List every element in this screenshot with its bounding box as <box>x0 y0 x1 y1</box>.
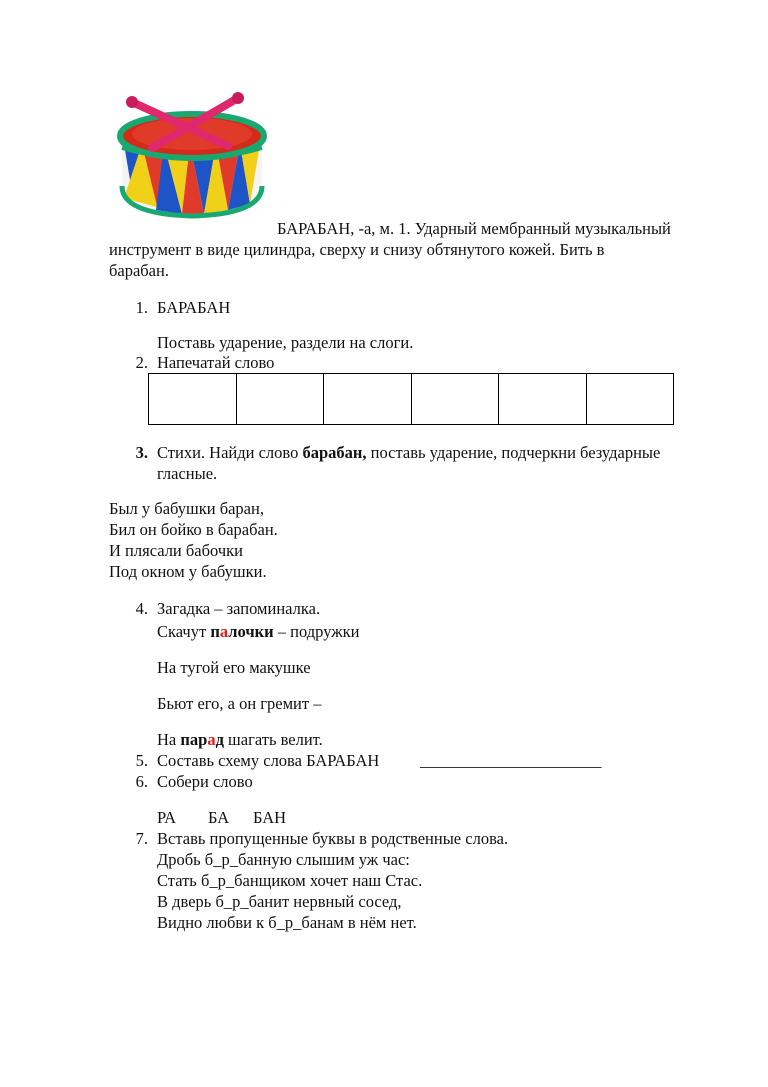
item-6-text: Собери слово <box>157 772 253 791</box>
definition-line-3: барабан. <box>109 261 169 280</box>
exercise-line: В дверь б_р_банит нервный сосед, <box>157 892 402 911</box>
item-2-text: Напечатай слово <box>157 353 275 372</box>
item-4-title: Загадка – запоминалка. <box>157 599 321 618</box>
item-3-bold-word: барабан, <box>302 443 367 462</box>
item-2-number: 2. <box>135 353 148 372</box>
riddle-line-1 <box>157 621 359 642</box>
syllable: БАН <box>253 808 287 827</box>
item-1-number: 1. <box>135 298 148 317</box>
riddle-text: На <box>157 730 181 749</box>
item-3-text <box>157 442 660 463</box>
item-4-number: 4. <box>135 599 148 618</box>
riddle-text: шагать велит. <box>223 730 323 749</box>
letter-boxes-table <box>148 373 674 425</box>
item-7-number: 7. <box>135 829 148 848</box>
letter-box[interactable] <box>412 374 500 424</box>
riddle-line-3: Бьют его, а он гремит – <box>157 694 322 713</box>
syllable: БА <box>208 808 230 827</box>
item-6-number: 6. <box>135 772 148 791</box>
riddle-red-letter: а <box>219 622 229 641</box>
poem-line: Под окном у бабушки. <box>109 562 267 581</box>
poem-line: И плясали бабочки <box>109 541 243 560</box>
drum-image <box>108 86 276 230</box>
riddle-text: – подружки <box>273 622 360 641</box>
letter-box[interactable] <box>324 374 412 424</box>
poem-line: Бил он бойко в барабан. <box>109 520 278 539</box>
riddle-line-2: На тугой его макушке <box>157 658 311 677</box>
definition-line-1: БАРАБАН, -а, м. 1. Ударный мембранный музыкальный <box>277 219 671 238</box>
letter-box[interactable] <box>237 374 325 424</box>
item-3-pre: Стихи. Найди слово <box>157 443 303 462</box>
item-1-text: БАРАБАН <box>157 298 231 317</box>
riddle-bold: лочки <box>228 622 274 641</box>
item-3-post: поставь ударение, подчеркни безударные <box>366 443 661 462</box>
riddle-line-4 <box>157 729 323 750</box>
item-5-number: 5. <box>135 751 148 770</box>
scheme-blank[interactable]: ______________________ <box>420 751 602 770</box>
riddle-bold: пар <box>180 730 208 749</box>
riddle-red-letter: а <box>207 730 216 749</box>
item-1-subtext: Поставь ударение, раздели на слоги. <box>157 333 414 352</box>
item-5-text: Составь схему слова БАРАБАН <box>157 751 380 770</box>
exercise-line: Видно любви к б_р_банам в нём нет. <box>157 913 417 932</box>
exercise-line: Дробь б_р_банную слышим уж час: <box>157 850 410 869</box>
exercise-line: Стать б_р_банщиком хочет наш Стас. <box>157 871 423 890</box>
letter-box[interactable] <box>499 374 587 424</box>
riddle-bold: д <box>215 730 224 749</box>
letter-box[interactable] <box>149 374 237 424</box>
poem-line: Был у бабушки баран, <box>109 499 264 518</box>
item-3-line-2: гласные. <box>157 464 218 483</box>
letter-box[interactable] <box>587 374 674 424</box>
definition-line-2: инструмент в виде цилиндра, сверху и снизу обтянутого кожей. Бить в <box>109 240 605 259</box>
riddle-text: Скачут <box>157 622 211 641</box>
item-7-text: Вставь пропущенные буквы в родственные слова. <box>157 829 509 848</box>
syllable: РА <box>157 808 176 827</box>
riddle-bold: п <box>210 622 220 641</box>
item-3-number: 3. <box>135 443 148 462</box>
